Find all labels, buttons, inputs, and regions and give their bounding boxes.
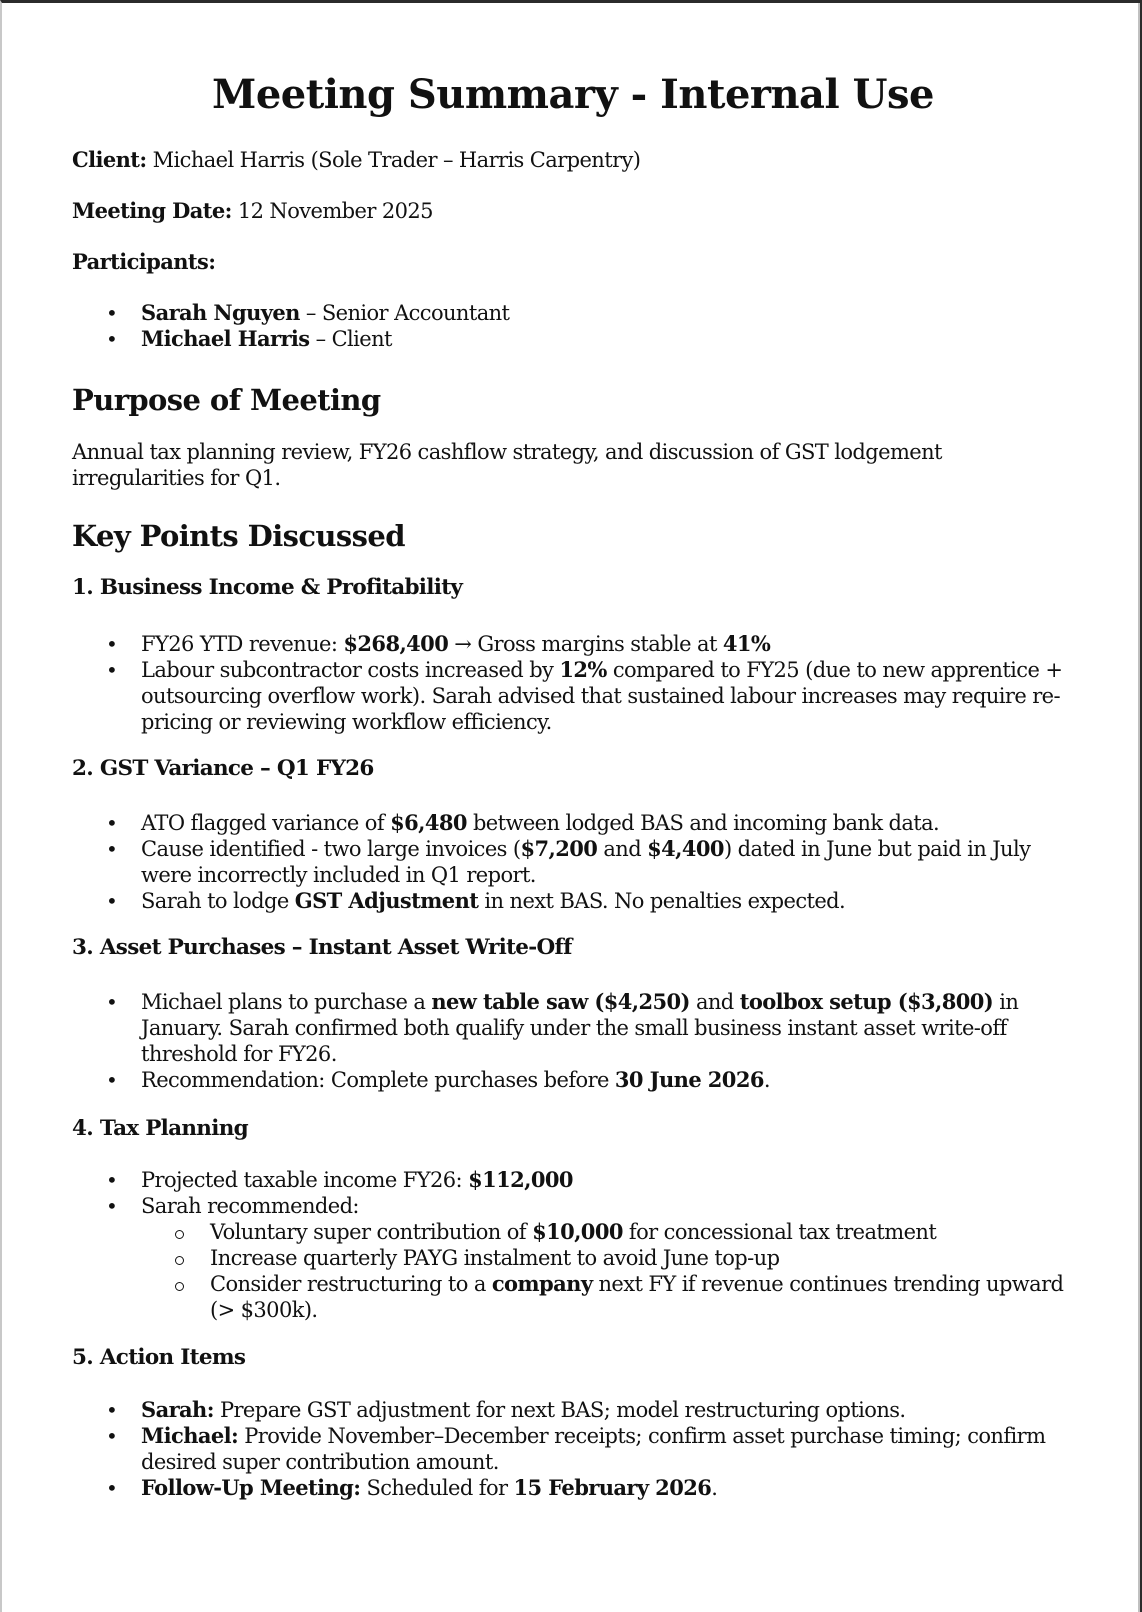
section-heading-business-income: 1. Business Income & Profitability [72,575,463,600]
participants-label: Participants: [72,249,216,274]
participants-list [72,300,1072,352]
list-item: • Cause identified - two large invoices ($7,200 and $4,400) dated in June but paid in July were incorrectly included in Q1 report. [72,836,1072,888]
meeting-date-field [72,198,433,223]
list-item: • Labour subcontractor costs increased by 12% compared to FY25 (due to new apprentice + outsourcing overflow work). Sarah advised that sustained labour increases may require re-pricing or reviewing workflow efficiency. [72,657,1072,735]
list-item: • Sarah: Prepare GST adjustment for next BAS; model restructuring options. [72,1397,1072,1423]
section-heading-asset-purchases: 3. Asset Purchases – Instant Asset Write-Off [72,935,572,960]
document-title: Meeting Summary - Internal Use [212,71,934,118]
participant-item: • Michael Harris – Client [72,326,1072,352]
section-list-gst-variance [72,810,1072,914]
list-item: • Michael plans to purchase a new table saw ($4,250) and toolbox setup ($3,800) in January. Sarah confirmed both qualify under the small business instant asset write-off threshold for FY26. [72,989,1072,1067]
list-item: • ATO flagged variance of $6,480 between lodged BAS and incoming bank data. [72,810,1072,836]
list-item: • Michael: Provide November–December receipts; confirm asset purchase timing; confirm desired super contribution amount. [72,1423,1072,1475]
purpose-heading: Purpose of Meeting [72,383,381,417]
client-label: Client: [72,147,147,172]
list-item: • FY26 YTD revenue: $268,400 → Gross margins stable at 41% [72,631,1072,657]
list-item: • Sarah to lodge GST Adjustment in next BAS. No penalties expected. [72,888,1072,914]
purpose-text: Annual tax planning review, FY26 cashflow strategy, and discussion of GST lodgement irregularities for Q1. [72,440,942,490]
list-item: • Sarah recommended: Voluntary super contribution of $10,000 for concessional tax treatment Increase quarterly PAYG instalment to avoid June top-up Consider restructuring to a company next FY if revenue continues trending upward (> $300k). [72,1193,1072,1323]
meeting-date-label: Meeting Date: [72,198,232,223]
section-list-business-income [72,631,1072,735]
sub-list-item: Consider restructuring to a company next FY if revenue continues trending upward (> $300k). [141,1271,1072,1323]
client-value: Michael Harris (Sole Trader – Harris Carpentry) [152,148,641,172]
list-item: • Recommendation: Complete purchases before 30 June 2026. [72,1067,1072,1093]
section-list-tax-planning [72,1167,1072,1323]
sub-list-item: Increase quarterly PAYG instalment to avoid June top-up [141,1245,1072,1271]
list-item: • Projected taxable income FY26: $112,000 [72,1167,1072,1193]
section-heading-tax-planning: 4. Tax Planning [72,1116,248,1141]
section-list-asset-purchases [72,989,1072,1093]
meeting-date-value: 12 November 2025 [237,199,433,223]
section-list-action-items [72,1397,1072,1501]
section-heading-gst-variance: 2. GST Variance – Q1 FY26 [72,756,374,781]
section-heading-action-items: 5. Action Items [72,1345,246,1370]
sub-list-item: Voluntary super contribution of $10,000 for concessional tax treatment [141,1219,1072,1245]
client-field [72,147,640,172]
sub-list-recommendations [141,1219,1072,1323]
list-item: • Follow-Up Meeting: Scheduled for 15 February 2026. [72,1475,1072,1501]
key-points-heading: Key Points Discussed [72,519,405,553]
participant-item: • Sarah Nguyen – Senior Accountant [72,300,1072,326]
